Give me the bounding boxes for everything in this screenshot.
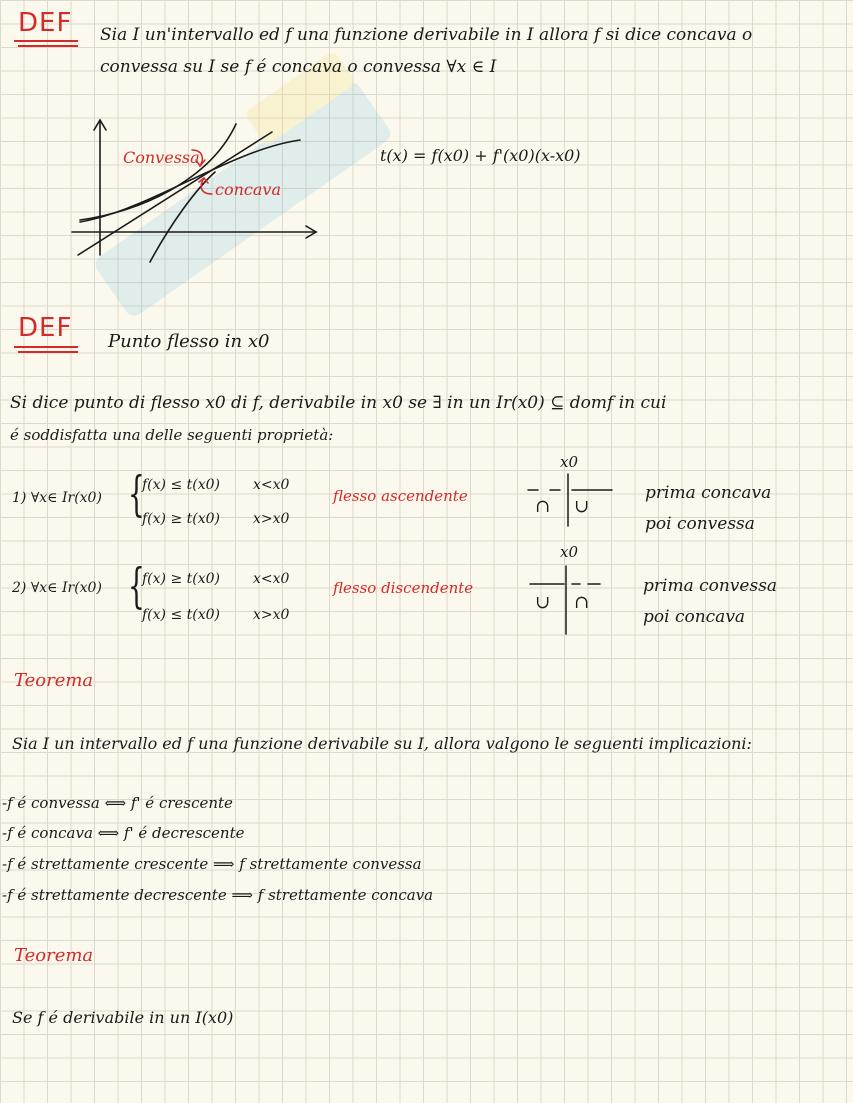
case1-desc2: poi convessa (645, 514, 755, 534)
case1-prefix: 1) ∀x∈ Ir(x0) (12, 490, 102, 506)
def1-line2: convessa su I se f é concava o convessa ∀x ∈ I (100, 57, 497, 77)
def-label: DEF (18, 8, 73, 38)
teorema2-statement: Se f é derivabile in un I(x0) (12, 1008, 234, 1027)
case1-right-symbol: ∪ (574, 496, 590, 517)
graph-convex-curve (80, 124, 236, 220)
teorema2-label: Teorema (14, 945, 94, 966)
case1-rel1: x<x0 (253, 477, 290, 493)
def2-title: Punto flesso in x0 (108, 331, 270, 352)
def-underline (18, 351, 78, 353)
teorema1-item: -f é convessa ⟺ f' é crescente (2, 794, 233, 812)
case2-desc1: prima convessa (643, 576, 778, 596)
case2-x0: x0 (560, 543, 579, 561)
def1-line1: Sia I un'intervallo ed f una funzione derivabile in I allora f si dice concava o (100, 25, 753, 45)
teorema1-statement: Sia I un intervallo ed f una funzione derivabile su I, allora valgono le seguenti implicazioni: (12, 734, 752, 753)
case1-brace: { (128, 466, 145, 522)
case2-left-symbol: ∪ (535, 592, 551, 613)
case2-rel2: x>x0 (253, 607, 290, 623)
convessa-label: Convessa (123, 148, 200, 167)
case2-desc2: poi concava (643, 607, 746, 627)
teorema1-item: -f é strettamente decrescente ⟹ f strettamente concava (2, 886, 434, 904)
case1-desc1: prima concava (645, 483, 772, 503)
case2-right-symbol: ∩ (574, 592, 590, 613)
concava-label: concava (215, 180, 281, 199)
graph-lower-curve (150, 172, 215, 262)
def-underline (14, 346, 78, 348)
case1-left-symbol: ∩ (535, 496, 551, 517)
case1-cond2: f(x) ≥ t(x0) (142, 511, 220, 527)
case1-rel2: x>x0 (253, 511, 290, 527)
case2-brace: { (128, 558, 145, 614)
case2-cond2: f(x) ≤ t(x0) (142, 607, 220, 623)
def2-line2: é soddisfatta una delle seguenti proprietà: (10, 426, 334, 444)
tangent-formula: t(x) = f(x0) + f'(x0)(x-x0) (380, 146, 581, 165)
def-label: DEF (18, 313, 73, 343)
teorema1-item: -f é strettamente crescente ⟹ f strettamente convessa (2, 855, 422, 873)
teorema1-label: Teorema (14, 670, 94, 691)
case2-rel1: x<x0 (253, 571, 290, 587)
case1-cond1: f(x) ≤ t(x0) (142, 477, 220, 493)
teorema1-item: -f é concava ⟺ f' é decrescente (2, 824, 245, 842)
def2-line1: Si dice punto di flesso x0 di f, derivabile in x0 se ∃ in un Ir(x0) ⊆ domf in cui (10, 393, 667, 413)
case2-cond1: f(x) ≥ t(x0) (142, 571, 220, 587)
concava-arrowhead (199, 178, 208, 183)
case2-name: flesso discendente (333, 579, 474, 597)
case2-prefix: 2) ∀x∈ Ir(x0) (12, 580, 102, 596)
case1-x0: x0 (560, 453, 579, 471)
case1-name: flesso ascendente (333, 487, 468, 505)
